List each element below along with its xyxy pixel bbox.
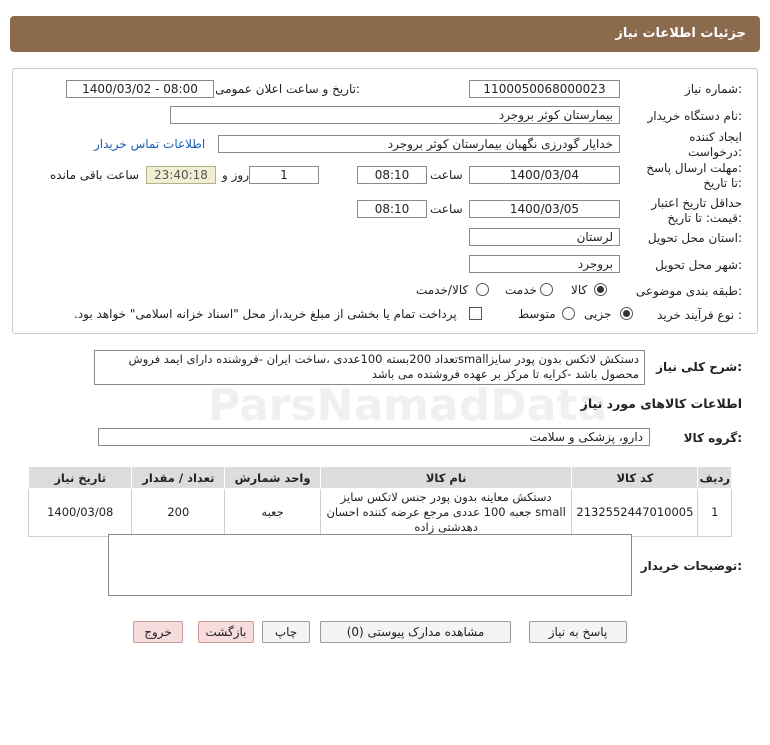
province-label: استان محل تحویل: (647, 231, 742, 245)
category-option-goods: کالا (571, 283, 588, 297)
day-count-field: 1 (249, 166, 319, 184)
announce-label: تاریخ و ساعت اعلان عمومی: (215, 82, 360, 96)
cell-unit: جعبه (225, 489, 321, 537)
creator-label-2: درخواست: (688, 145, 742, 159)
treasury-note: پرداخت تمام یا بخشی از مبلغ خرید،از محل "اسناد خزانه اسلامی" خواهد بود. (74, 307, 457, 321)
deadline-time-field: 08:10 (357, 166, 427, 184)
table-row (29, 489, 732, 537)
print-button[interactable]: چاپ (262, 621, 310, 643)
city-field: بروجرد (469, 255, 620, 273)
description-field: دستکش لاتکس بدون پودر سایزsmallتعداد 200بسته 100عددی ،ساخت ایران -فروشنده دارای ایمد فروش محصول باشد -کرایه تا مرکز بر عهده فروشنده می باشد (94, 350, 645, 385)
deadline-label-2: تا تاریخ: (703, 176, 742, 190)
col-code: کد کالا (572, 467, 698, 489)
watermark-logo: ParsNamadData (208, 380, 608, 431)
category-option-service: خدمت (505, 283, 537, 297)
validity-label-2: قیمت: تا تاریخ: (667, 211, 742, 225)
creator-field: خدایار گودرزی نگهبان بیمارستان کوثر بروجرد (218, 135, 620, 153)
page-header (10, 16, 760, 52)
back-button[interactable]: بازگشت (198, 621, 254, 643)
description-label: شرح کلی نیاز: (656, 360, 742, 374)
contact-info-link[interactable]: اطلاعات تماس خریدار (94, 137, 206, 151)
buyer-org-label: نام دستگاه خریدار: (647, 109, 742, 123)
need-number-field: 1100050068000023 (469, 80, 620, 98)
deadline-label: مهلت ارسال پاسخ: (646, 161, 742, 175)
process-option-medium: متوسط (518, 307, 556, 321)
cell-name: دستکش معاینه بدون پودر جنس لاتکس سایز small جعبه 100 عددی مرجع عرضه کننده احسان دهدشتی زاده (320, 489, 571, 537)
category-radio-goods-service[interactable] (476, 283, 489, 296)
goods-section-title: اطلاعات کالاهای مورد نیاز (580, 396, 742, 411)
goods-table (28, 466, 732, 537)
countdown-timer: 23:40:18 (146, 166, 216, 184)
validity-time-field: 08:10 (357, 200, 427, 218)
deadline-time-label: ساعت (430, 168, 463, 182)
process-option-partial: جزیی (584, 307, 612, 321)
col-unit: واحد شمارش (225, 467, 321, 489)
page-title: جزئیات اطلاعات نیاز (615, 26, 746, 41)
buyer-notes-label: توضیحات خریدار: (640, 559, 742, 573)
need-number-label: شماره نیاز: (684, 82, 742, 96)
day-and-label: روز و (222, 168, 249, 182)
creator-label: ایجاد کننده (689, 130, 742, 144)
cell-code: 2132552447010005 (572, 489, 698, 537)
cell-index: 1 (698, 489, 732, 537)
buyer-notes-field (108, 534, 632, 596)
category-radio-service[interactable] (540, 283, 553, 296)
buyer-org-field: بیمارستان کوثر بروجرد (170, 106, 620, 124)
goods-group-field: دارو، پزشکی و سلامت (98, 428, 650, 446)
attachments-button[interactable]: مشاهده مدارک پیوستی (0) (320, 621, 511, 643)
col-date: تاریخ نیاز (29, 467, 132, 489)
col-index: ردیف (698, 467, 732, 489)
goods-table-header (29, 467, 732, 489)
validity-date-field: 1400/03/05 (469, 200, 620, 218)
validity-time-label: ساعت (430, 202, 463, 216)
reply-button[interactable]: پاسخ به نیاز (529, 621, 627, 643)
process-radio-partial[interactable] (620, 307, 633, 320)
remaining-label: ساعت باقی مانده (50, 168, 140, 182)
announce-field: 1400/03/02 - 08:00 (66, 80, 214, 98)
deadline-date-field: 1400/03/04 (469, 166, 620, 184)
process-radio-medium[interactable] (562, 307, 575, 320)
goods-group-label: گروه کالا: (683, 431, 742, 445)
exit-button[interactable]: خروج (133, 621, 183, 643)
validity-label: حداقل تاریخ اعتبار (651, 196, 742, 210)
province-field: لرستان (469, 228, 620, 246)
col-qty: تعداد / مقدار (132, 467, 225, 489)
treasury-checkbox[interactable] (469, 307, 482, 320)
category-radio-goods[interactable] (594, 283, 607, 296)
city-label: شهر محل تحویل: (655, 258, 742, 272)
process-label: نوع فرآیند خرید : (657, 308, 742, 322)
cell-date: 1400/03/08 (29, 489, 132, 537)
cell-qty: 200 (132, 489, 225, 537)
col-name: نام کالا (320, 467, 571, 489)
category-label: طبقه بندی موضوعی: (635, 284, 742, 298)
category-option-goods-service: کالا/خدمت (416, 283, 469, 297)
